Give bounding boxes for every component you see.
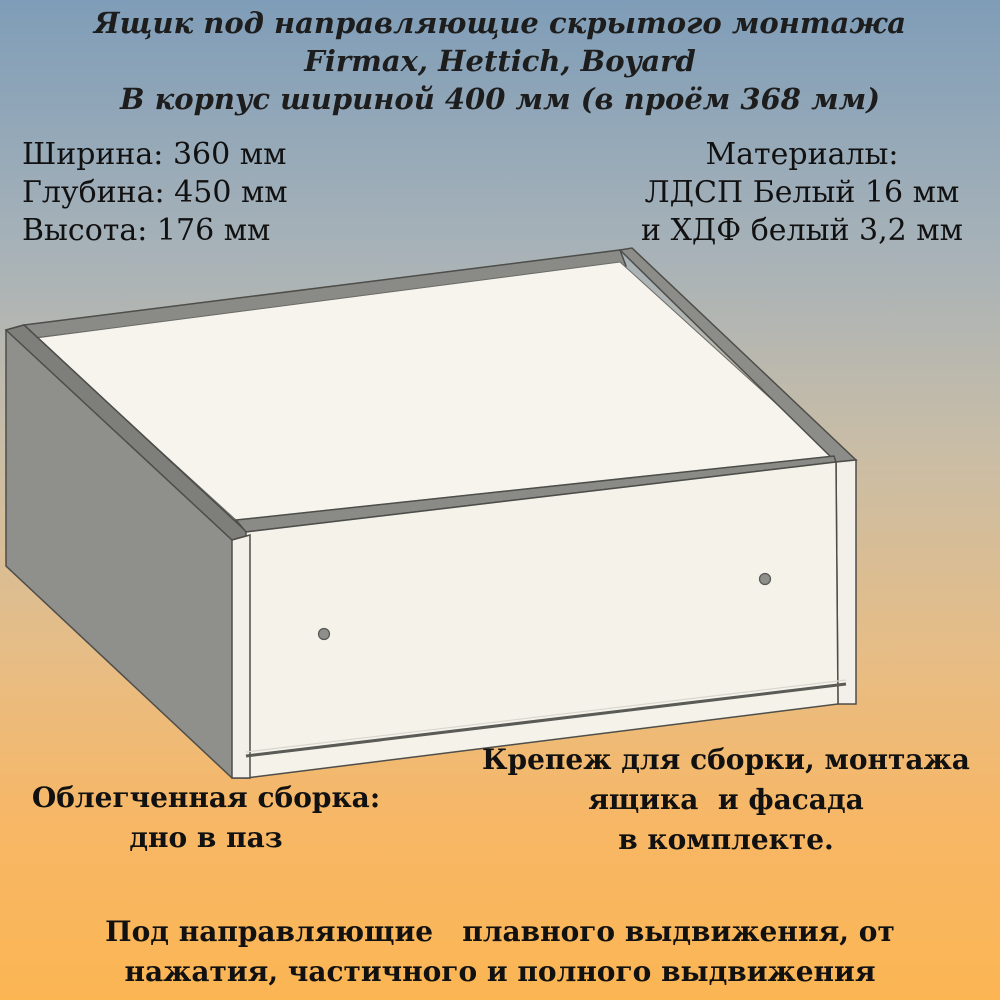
width-spec: Ширина: 360 мм <box>22 137 287 172</box>
footer-line-2: нажатия, частичного и полного выдвижения <box>124 955 876 988</box>
fasteners-line-3: в комплекте. <box>618 823 834 856</box>
height-spec: Высота: 176 мм <box>22 213 271 248</box>
slides-note <box>0 912 1000 992</box>
fasteners-line-2: ящика и фасада <box>588 783 864 816</box>
assembly-note <box>6 778 406 858</box>
front-mount-hole-left <box>319 629 330 640</box>
materials-line-1: ЛДСП Белый 16 мм <box>644 175 960 210</box>
footer-line-1: Под направляющие плавного выдвижения, от <box>105 915 895 948</box>
right-side-end <box>836 460 856 704</box>
depth-spec: Глубина: 450 мм <box>22 175 288 210</box>
fasteners-line-1: Крепеж для сборки, монтажа <box>482 743 970 776</box>
title-line-2: Firmax, Hettich, Boyard <box>304 44 696 78</box>
materials-heading: Материалы: <box>705 137 899 172</box>
front-mount-hole-right <box>760 574 771 585</box>
title-line-3: В корпус шириной 400 мм (в проём 368 мм) <box>120 82 880 116</box>
assembly-line-2: дно в паз <box>129 821 283 854</box>
title-line-1: Ящик под направляющие скрытого монтажа <box>94 6 906 40</box>
left-side-end <box>232 535 250 778</box>
assembly-line-1: Облегченная сборка: <box>31 781 381 814</box>
materials-line-2: и ХДФ белый 3,2 мм <box>641 213 963 248</box>
fasteners-note <box>452 740 1000 860</box>
